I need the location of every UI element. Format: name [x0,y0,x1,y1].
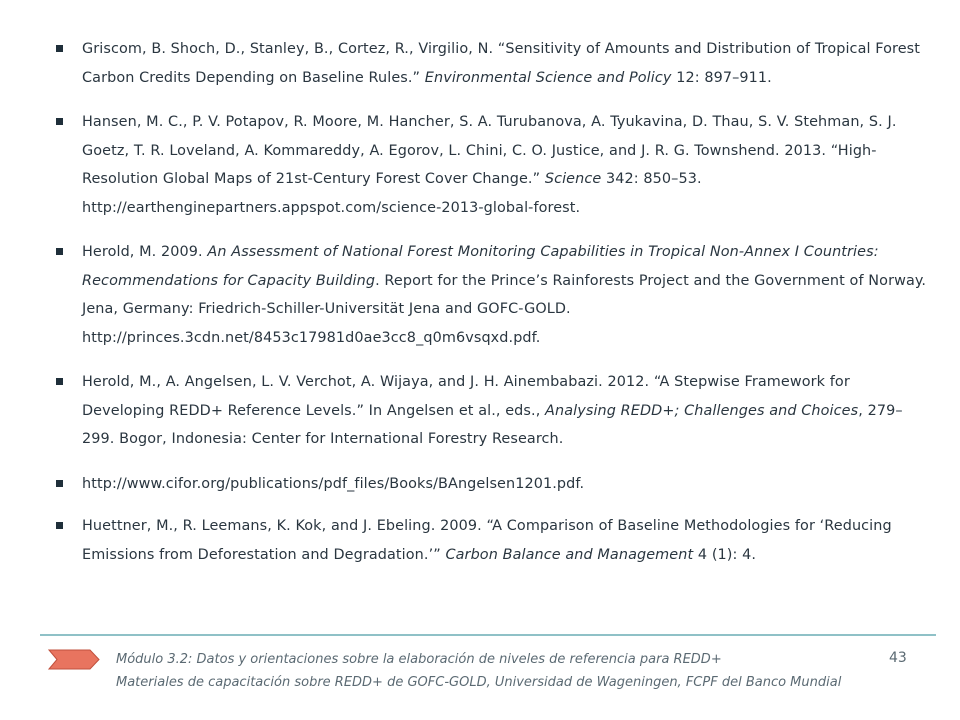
square-bullet-icon [56,45,63,52]
reference-title: Carbon Balance and Management [445,546,694,563]
square-bullet-icon [56,480,63,487]
chevron-arrow-icon [48,649,100,670]
square-bullet-icon [56,522,63,529]
reference-text: . Report for the Prince’s Rainforests Project and the Government of Norway. Jena, Germany: Friedrich-Schiller-Universität Jena and GOFC-GOLD. http://princes.3cdn.net/8453c17981d0ae3cc8_q0m6vsqxd.pdf. [82,272,927,346]
reference-text: Herold, M. 2009. [82,244,208,260]
square-bullet-icon [56,118,63,125]
reference-text: Hansen, M. C., P. V. Potapov, R. Moore, M. Hancher, S. A. Turubanova, A. Tyukavina, D. Thau, S. V. Stehman, S. J. Goetz, T. R. Loveland, A. Kommareddy, A. Egorov, L. Chini, C. O. Justice, and J. R. G. Townshend. 2013. “High-Resolution Global Maps of 21st-Century Forest Cover Change.” [82,114,897,187]
reference-text: 4 (1): 4. [693,546,757,563]
reference-text: , 279–299. Bogor, Indonesia: Center for International Forestry Research. [82,402,903,447]
reference-list [56,35,928,585]
reference-title: An Assessment of National Forest Monitoring Capabilities in Tropical Non-Annex I Countries: Recommendations for Capacity Building [82,244,879,289]
reference-text: Griscom, B. Shoch, D., Stanley, B., Cortez, R., Virgilio, N. “Sensitivity of Amounts and Distribution of Tropical Forest Carbon Credits Depending on Baseline Rules.” [82,41,921,86]
reference-text: Huettner, M., R. Leemans, K. Kok, and J. Ebeling. 2009. “A Comparison of Baseline Methodologies for ‘Reducing Emissions from Deforestation and Degradation.’” [82,518,892,563]
footer-module-title: Módulo 3.2: Datos y orientaciones sobre la elaboración de niveles de referencia para REDD+ [116,652,722,667]
reference-link: http://www.cifor.org/publications/pdf_files/Books/BAngelsen1201.pdf. [82,475,585,492]
reference-title: Environmental Science and Policy [424,69,672,86]
footer-divider [40,634,936,636]
reference-item [56,35,928,92]
footer-subtitle: Materiales de capacitación sobre REDD+ de GOFC-GOLD, Universidad de Wageningen, FCPF del Banco Mundial [116,675,842,690]
reference-text: 12: 897–911. [671,69,772,86]
reference-text: 342: 850–53. http://earthenginepartners.appspot.com/science-2013-global-forest. [82,171,702,216]
reference-title: Analysing REDD+; Challenges and Choices [545,402,859,419]
reference-item [56,470,928,499]
square-bullet-icon [56,378,63,385]
reference-item [56,368,928,454]
page-number: 43 [889,650,907,666]
reference-item [56,238,928,352]
reference-title: Science [544,171,602,187]
reference-text: Herold, M., A. Angelsen, L. V. Verchot, A. Wijaya, and J. H. Ainembabazi. 2012. “A Stepwise Framework for Developing REDD+ Reference Levels.” In Angelsen et al., eds., [82,374,850,419]
reference-item [56,512,928,569]
square-bullet-icon [56,248,63,255]
reference-item [56,108,928,222]
